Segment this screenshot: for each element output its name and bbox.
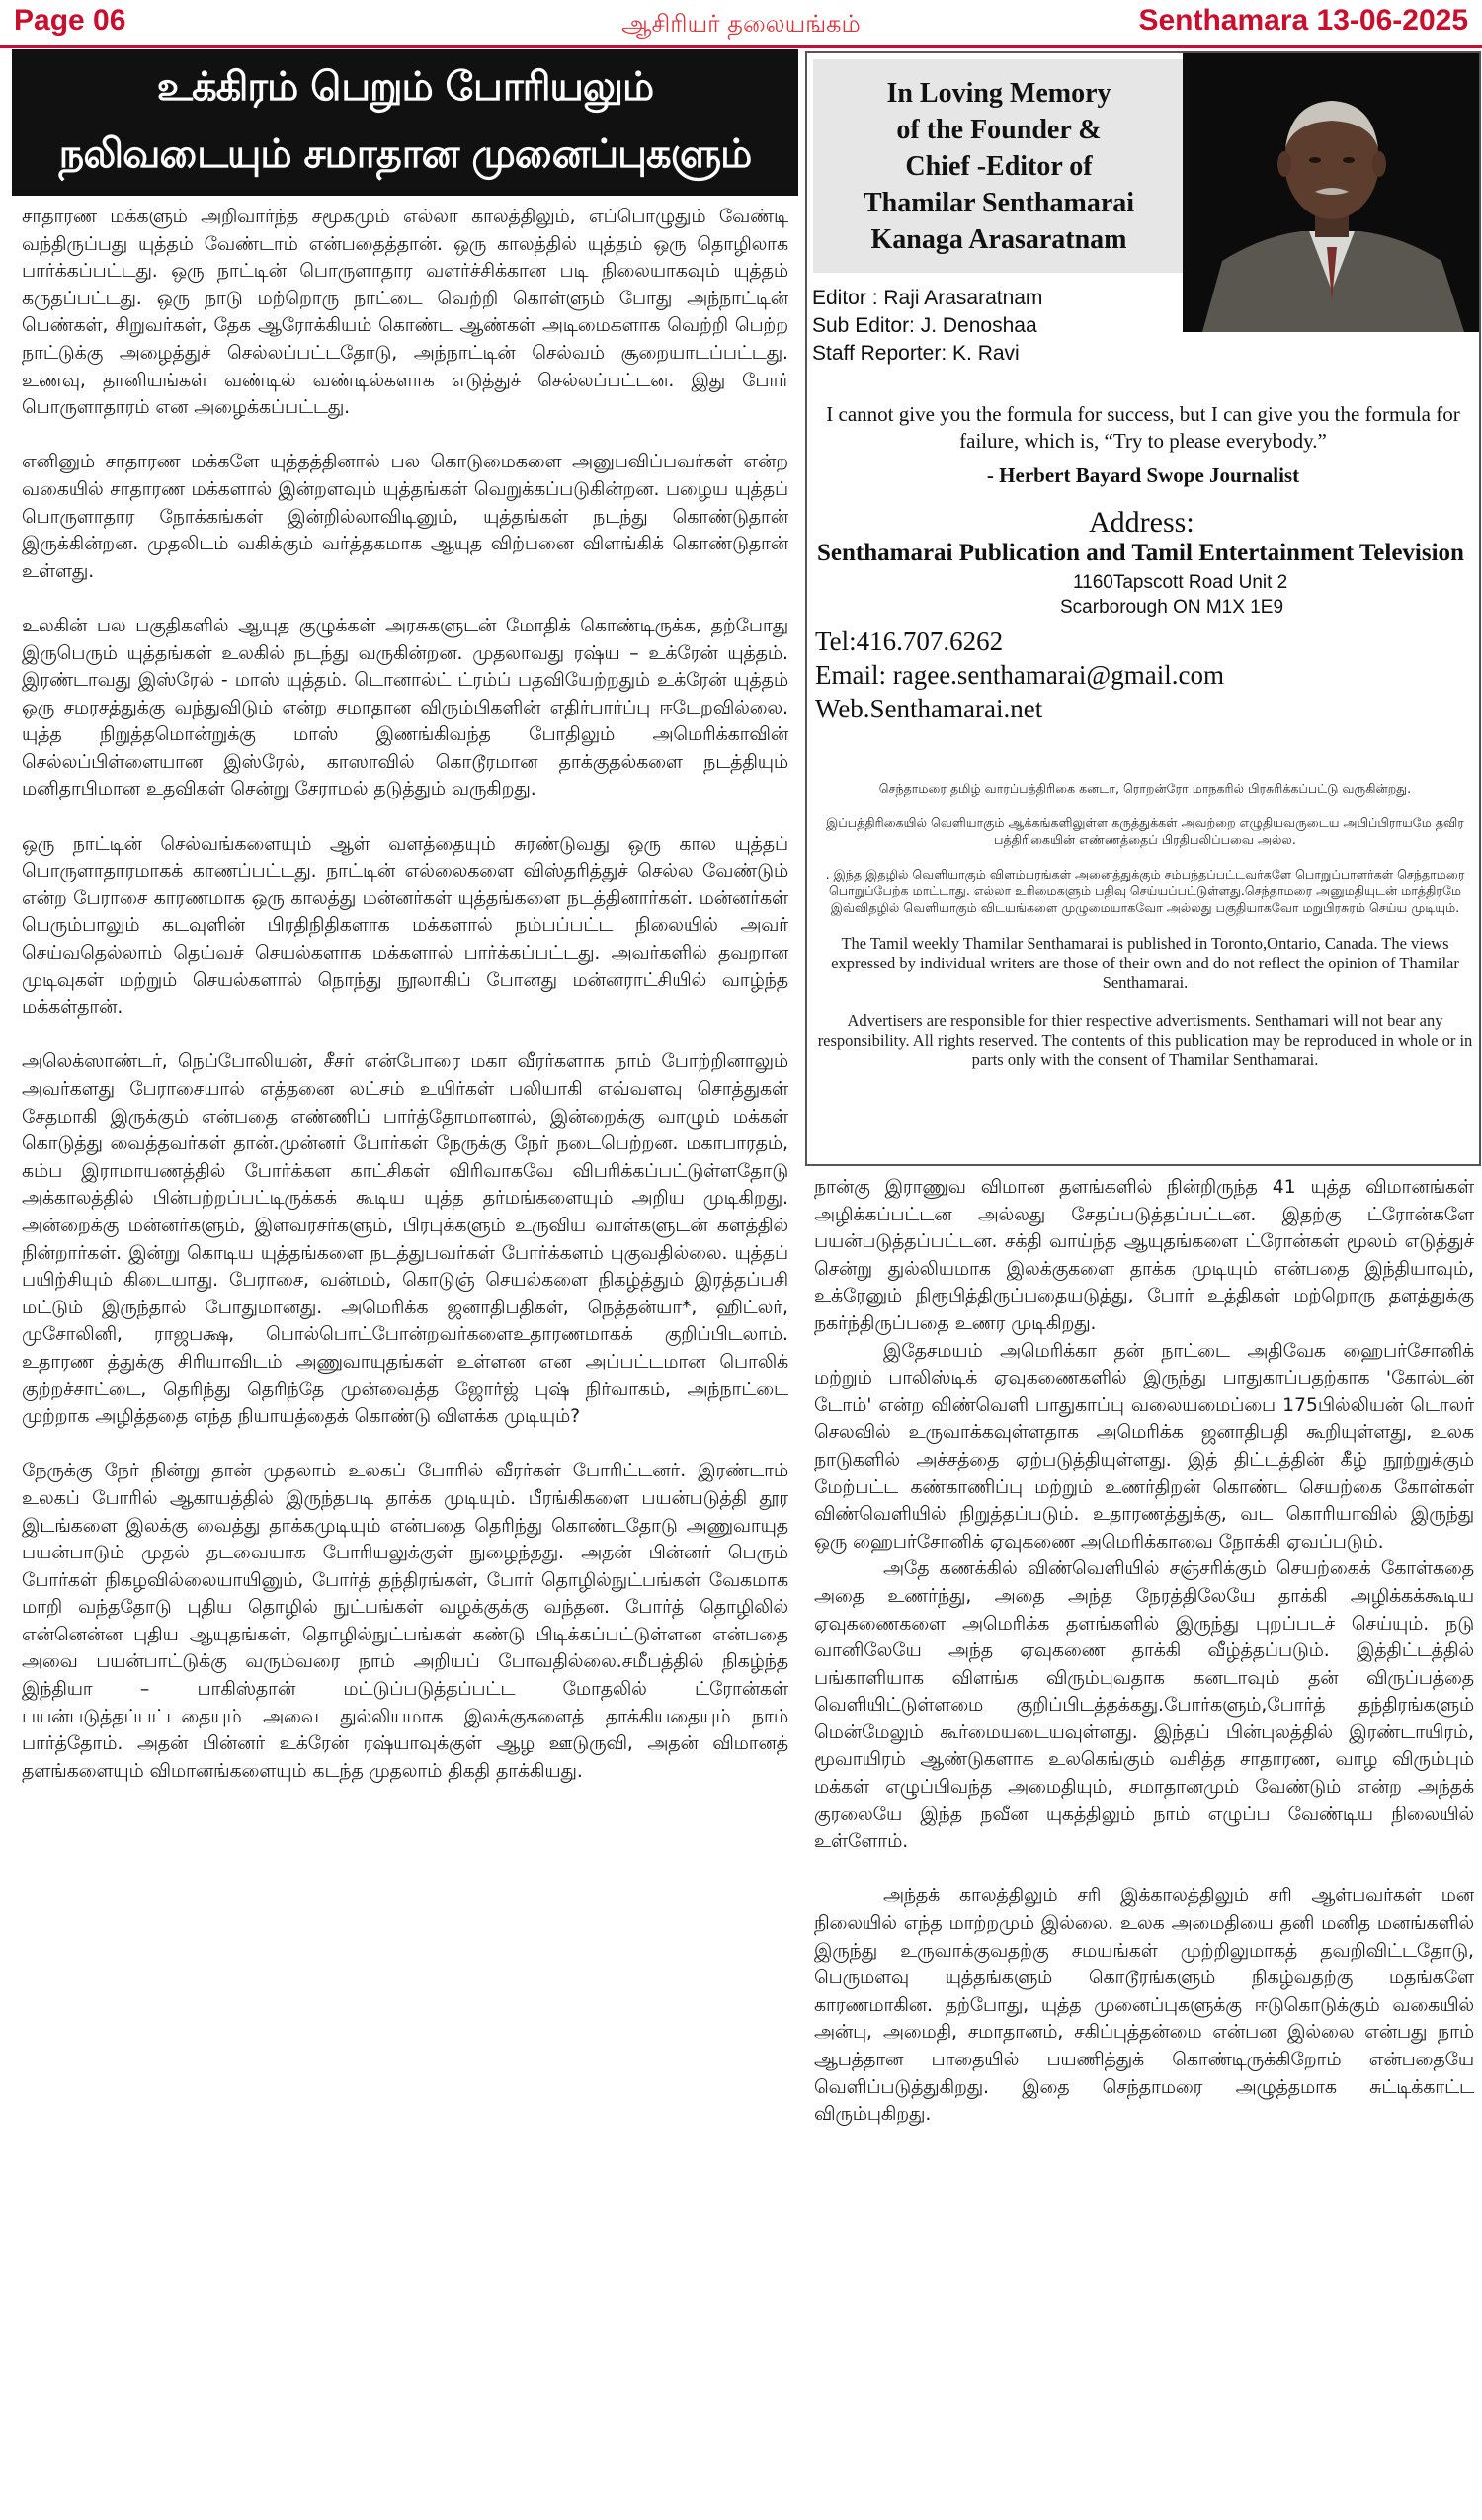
masthead-box <box>805 51 1481 1166</box>
article-paragraph: நான்கு இராணுவ விமான தளங்களில் நின்றிருந்த 41 யுத்த விமானங்கள் அழிக்கப்பட்டன அல்லது சேதப்படுத்தப்பட்டன. இதற்கு ட்ரோன்களே பயன்படுத்தப்பட்டன. சக்தி வாய்ந்த ஆயுதங்களை ட்ரோன்கள் மூலம் எடுத்துச் சென்று துல்லியமாக இலக்குகளை தாக்க முடியும் என்பதை இந்தியாவும், உக்ரேனும் நிரூபித்திருப்பதையடுத்து, போர் உத்திகள் மற்றொரு தளத்துக்கு நகர்ந்திருப்பதை உணர முடிகிறது. <box>814 1177 1474 1334</box>
memorial-line: Kanaga Arasaratnam <box>870 224 1127 255</box>
quote-author: - Herbert Bayard Swope Journalist <box>986 463 1300 487</box>
tamil-note: இப்பத்திரிகையில் வெளியாகும் ஆக்கங்களிலுள்ள கருத்துக்கள் அவற்றை எழுதியவருடைய அபிப்பிராயமே தவிர பத்திரிகையின் எண்ணத்தைப் பிரதிபலிப்பவை அல்ல. <box>826 815 1464 847</box>
memorial-line: of the Founder & <box>896 115 1102 145</box>
header-divider <box>0 45 1482 48</box>
article-paragraph: ஒரு நாட்டின் செல்வங்களையும் ஆள் வளத்தையும் சுரண்டுவது ஒரு கால யுத்தப் பொருளாதாரமாகக் காணப்பட்டது. நாட்டின் எல்லைகளை விஸ்தரித்துச் செல்ல வேண்டும் என்ற பேராசை காரணமாக ஒரு காலத்து மன்னர்கள் யுத்தங்களை நடத்தினார்கள். மன்னர்கள் பெரும்பாலும் கடவுளின் பிரதிநிதிகளாக மக்களால் நம்பப்பட்ட நிலையில் அவர் செய்வதெல்லாம் தெய்வச் செயல்களாக மக்களால் பார்க்கப்பட்டது. அவர்களில் தவறான முடிவுகள் மற்றும் செயல்களால் நொந்து நூலாகிப் போனது மன்னராட்சியில் வாழ்ந்த மக்கள்தான். <box>22 833 788 1019</box>
article-paragraph: அதே கணக்கில் விண்வெளியில் சஞ்சரிக்கும் செயற்கைக் கோள்கதை அதை உணர்ந்து, அதை அந்த நேரத்திலேயே தாக்கி அழிக்கக்கூடிய ஏவுகணைகளை அமெரிக்க தளங்களில் இருந்து புறப்படச் செய்யும். நடு வானிலேயே அந்த ஏவுகணை தாக்கி வீழ்த்தப்படும். இத்திட்டத்தில் பங்காளியாக விளங்க விரும்புவதாக கனடாவும் தன் விருப்பத்தை வெளியிட்டுள்ளமை குறிப்பிடத்தக்கது.போர்களும்,போர்த் தந்திரங்களும் மென்மேலும் கூர்மையடையவுள்ளது. இந்தப் பின்புலத்தில் இரண்டாயிரம், மூவாயிரம் ஆண்டுகளாக உலகெங்கும் வசித்த சாதாரண, வாழ விரும்பும் மக்கள் எழுப்பிவந்த அமைதியும், சமாதானமும் வேண்டும் என்ற அந்தக் குரலையே இந்த நவீன யுகத்திலும் நாம் எழுப்ப வேண்டிய நிலையில் உள்ளோம். <box>814 1558 1474 1853</box>
city-address: Scarborough ON M1X 1E9 <box>1060 597 1284 618</box>
editorial-column <box>12 49 798 2515</box>
email-address: Email: ragee.senthamarai@gmail.com <box>815 660 1224 690</box>
english-note: Advertisers are responsible for thier respective advertisments. Senthamari will not bear any responsibility. All rights reserved. The contents of this publication may be reproduced in whole or in parts only with the consent of Thamilar Senthamarai. <box>817 1011 1473 1069</box>
section-title: ஆசிரியர் தலையங்கம் <box>621 10 861 38</box>
memorial-panel <box>813 59 1185 273</box>
publication-date: Senthamara 13-06-2025 <box>1138 4 1468 37</box>
page-header <box>0 0 1482 47</box>
memorial-line: Thamilar Senthamarai <box>863 188 1135 218</box>
article-paragraph: இதேசமயம் அமெரிக்கா தன் நாட்டை அதிவேக ஹைபர்சோனிக் மற்றும் பாலிஸ்டிக் ஏவுகணைகளில் இருந்து பாதுகாப்பதற்காக 'கோல்டன் டோம்' என்ற விண்வெளி பாதுகாப்பு வலையமைப்பை 175பில்லியன் டொலர் செலவில் உருவாக்கவுள்ளதாக அமெரிக்க ஜனாதிபதி கூறியுள்ளது, உலக நாடுகளில் அச்சத்தை ஏற்படுத்தியுள்ளது. இத் திட்டத்தின் கீழ் நூற்றுக்கும் மேற்பட்ட கண்காணிப்பு மற்றும் உணர்திறன் கொண்ட செயற்கை கோள்கள் விண்வெளியில் நிறுத்தப்படும். உதாரணத்துக்கு, வட கொரியாவில் இருந்து ஒரு ஹைபர்சோனிக் ஏவுகணை அமெரிக்காவை நோக்கி ஏவப்படும். <box>814 1340 1474 1553</box>
memorial-line: Chief -Editor of <box>905 151 1093 182</box>
staff-reporter-credit: Staff Reporter: K. Ravi <box>812 342 1020 365</box>
memorial-line: In Loving Memory <box>886 78 1112 109</box>
editorial-continuation <box>808 1174 1480 2518</box>
article-paragraph: அலெக்ஸாண்டர், நெப்போலியன், சீசர் என்போரை மகா வீரர்களாக நாம் போற்றினாலும் அவர்களது பேராசையால் எத்தனை லட்சம் உயிர்கள் பலியாகி எவ்வளவு சொத்துகள் சேதமாகி இருக்கும் என்பதை எண்ணிப் பார்த்தோமானால், இன்றைக்கு வாழும் மக்கள் கொடுத்து வைத்தவர்கள் தான்.முன்னர் போர்கள் நேருக்கு நேர் நடைபெற்றன. மகாபாரதம், கம்ப இராமாயணத்தில் போர்க்கள காட்சிகள் விரிவாகவே விபரிக்கப்பட்டுள்ளதோடு அக்காலத்தில் பின்பற்றப்பட்டிருக்கக் கூடிய யுத்த தர்மங்களையும் அறிய முடிகிறது. அன்றைக்கு மன்னர்களும், இளவரசர்களும், பிரபுக்களும் உருவிய வாள்களுடன் களத்தில் நின்றார்கள். இன்று கொடிய யுத்தங்களை நடத்துபவர்கள் போர்க்களம் புகுவதில்லை. யுத்தப் பயிற்சியும் கிடையாது. பேராசை, வன்மம், கொடுஞ் செயல்களை நிகழ்த்தும் இரத்தப்பசி மட்டும் இருந்தால் போதுமானது. அமெரிக்க ஜனாதிபதிகள், நெத்தன்யா*, ஹிட்லர், முசோலினி, ராஜபக்ஷ, பொல்பொட்போன்றவர்களைஉதாரணமாகக் குறிப்பிடலாம். உதாரண த்துக்கு சிரியாவிடம் அணுவாயுதங்கள் உள்ளன என அப்பட்டமான பொலிக் குற்றச்சாட்டை, தெரிந்து தெரிந்தே முன்வைத்த ஜோர்ஜ் புஷ் நிர்வாகம், அந்நாட்டை முற்றாக அழித்ததை எந்த நியாயத்தைக் கொண்டு விளக்க முடியும்? <box>22 1051 788 1428</box>
article-paragraph: எனினும் சாதாரண மக்களே யுத்தத்தினால் பல கொடுமைகளை அனுபவிப்பவர்கள் என்ற வகையில் சாதாரண மக்களால் இன்றளவும் யுத்தங்கள் வெறுக்கப்படுகின்றன. பழைய யுத்தப் பொருளாதார நோக்கங்கள் இன்றில்லாவிடினும், யுத்தங்கள் நடந்து கொண்டுதான் இருக்கின்றன. முதலிடம் வகிக்கும் வர்த்தகமாக ஆயுத விற்பனை விளங்கிக் கொண்டுதான் உள்ளது. <box>22 452 788 582</box>
street-address: 1160Tapscott Road Unit 2 <box>1073 572 1288 593</box>
editorial-body <box>12 196 798 1785</box>
website: Web.Senthamarai.net <box>815 694 1043 723</box>
founder-photo <box>1183 53 1481 332</box>
article-paragraph: சாதாரண மக்களும் அறிவார்ந்த சமூகமும் எல்லா காலத்திலும், எப்பொழுதும் வேண்டி வந்திருப்பது யுத்தம் வேண்டாம் என்பதைத்தான். ஒரு காலத்தில் யுத்தம் ஒரு தொழிலாக பார்க்கப்பட்டது. ஒரு நாட்டின் பொருளாதார வளர்ச்சிக்கான படி நிலையாகவும் யுத்தம் கருதப்பட்டது. ஒரு நாடு மற்றொரு நாட்டை வெற்றி கொள்ளும் போது அந்நாட்டின் பெண்கள், சிறுவர்கள், தேக ஆரோக்கியம் கொண்ட ஆண்கள் அடிமைகளாக வெற்றி பெற்ற நாட்டுக்கு அழைத்துச் செல்லப்பட்டதோடு, அந்நாட்டின் செல்வம் சூறையாடப்பட்டது. உணவு, தானியங்கள் வண்டில் வண்டில்களாக எடுத்துச் செல்லப்பட்டன. இது போர் பொருளாதாரம் என அழைக்கப்பட்டது. <box>22 207 788 419</box>
headline-line-2: நலிவடையும் சமாதான முனைப்புகளும் <box>58 131 752 177</box>
article-paragraph: உலகின் பல பகுதிகளில் ஆயுத குழுக்கள் அரசுகளுடன் மோதிக் கொண்டிருக்க, தற்போது இருபெரும் யுத்தங்கள் உலகில் நடந்து வருகின்றன. முதலாவது ரஷ்ய – உக்ரேன் யுத்தம். இரண்டாவது இஸ்ரேல் - மாஸ் யுத்தம். டொனால்ட் ட்ரம்ப் பதவியேற்றதும் உக்ரேன் யுத்தம் ஒரு சமரசத்துக்கு வந்துவிடும் என்ற சமாதான விரும்பிகளின் எதிர்பார்ப்பு ஈடேறவில்லை. யுத்த நிறுத்தமொன்றுக்கு மாஸ் இணங்கிவந்த போதிலும் அமெரிக்காவின் செல்லப்பிள்ளையான இஸ்ரேல், காஸாவில் கொடூரமான தாக்குதல்களை நடத்தியும் மனிதாபிமான உதவிகள் சென்று சேராமல் தடுத்தும் வருகிறது. <box>22 615 788 800</box>
publication-notes <box>815 780 1475 1088</box>
page-number: Page 06 <box>14 4 126 37</box>
organization-name: Senthamarai Publication and Tamil Entertainment Television <box>817 540 1464 566</box>
headline-line-1: உக்கிரம் பெறும் போரியலும் <box>156 64 654 110</box>
address-label: Address: <box>1089 506 1194 539</box>
tamil-note: செந்தாமரை தமிழ் வாரப்பத்திரிகை கனடா, ரொறன்ரோ மாநகரில் பிரசுரிக்கப்பட்டு வருகின்றது. <box>878 781 1412 796</box>
tamil-note: . இந்த இதழில் வெளியாகும் விளம்பரங்கள் அனைத்துக்கும் சம்பந்தப்பட்டவர்களே பொறுப்பாளர்கள் செந்தாமரை பொறுப்பேற்க மாட்டாது. எல்லா உரிமைகளும் பதிவு செய்யப்பட்டுள்ளது.செந்தாமரை அனுமதியுடன் மாத்திரமே இவ்விதழில் வெளியாகும் விடயங்களை முழுமையாகவோ அல்லது பகுதியாகவோ மறுபிரசுரம் செய்ய முடியும். <box>825 867 1465 915</box>
article-paragraph: நேருக்கு நேர் நின்று தான் முதலாம் உலகப் போரில் வீரர்கள் போரிட்டனர். இரண்டாம் உலகப் போரில் ஆகாயத்தில் இருந்தபடி தாக்க முடியும். பீரங்கிகளை பயன்படுத்தி தூர இடங்களை இலக்கு வைத்து தாக்கமுடியும் என்பதை தெரிந்து கொண்டதோடு அணுவாயுத பயன்பாடும் முதல் தடவையாக போரியலுக்குள் நுழைந்தது. அதன் பின்னர் பெரும் போர்கள் நிகழவில்லையாயினும், போர்த் தந்திரங்கள், போர் தொழில்நுட்பங்கள் வேகமாக மாறி வந்ததோடு புதிய தொழில் நுட்பங்கள் வழக்குக்கு வந்தன. போர்த் தொழிலில் என்னென்ன புதிய ஆயுதங்கள், தொழில்நுட்பங்கள் கண்டு பிடிக்கப்பட்டுள்ளன என்பதை அவை பயன்பாட்டுக்கு வரும்வரை நாம் அறியப் போவதில்லை.சமீபத்தில் நிகழ்ந்த இந்தியா – பாகிஸ்தான் மட்டுப்படுத்தப்பட்ட மோதலில் ட்ரோன்கள் பயன்படுத்தப்பட்டதையும் அவை துல்லியமாக இலக்குகளைத் தாக்கியதையும் நாம் பார்த்தோம். அதன் பின்னர் உக்ரேன் ரஷ்யாவுக்குள் ஆழ ஊடுருவி, அதன் விமானத் தளங்களையும் விமானங்களையும் கடந்த முதலாம் திகதி தாக்கியது. <box>22 1461 788 1782</box>
english-note: The Tamil weekly Thamilar Senthamarai is published in Toronto,Ontario, Canada. The views expressed by individual writers are those of their own and do not reflect the opinion of Thamilar Senthamarai. <box>831 934 1459 992</box>
editor-credit: Editor : Raji Arasaratnam <box>812 287 1043 309</box>
sub-editor-credit: Sub Editor: J. Denoshaa <box>812 314 1037 337</box>
quote-text: I cannot give you the formula for success, but I can give you the formula for failure, which is, “Try to please everybody.” <box>826 402 1460 453</box>
staff-credits <box>812 285 1188 368</box>
phone-number: Tel:416.707.6262 <box>815 627 1004 656</box>
editorial-headline <box>12 49 798 196</box>
article-paragraph: அந்தக் காலத்திலும் சரி இக்காலத்திலும் சரி ஆள்பவர்கள் மன நிலையில் எந்த மாற்றமும் இல்லை. உலக அமைதியை தனி மனித மனங்களில் இருந்து உருவாக்குவதற்கு சமயங்கள் முற்றிலுமாகத் தவறிவிட்டதோடு, பெருமளவு யுத்தங்களும் கொடூரங்களும் நிகழ்வதற்கு மதங்களே காரணமாகின. தற்போது, யுத்த முனைப்புகளுக்கு ஈடுகொடுக்கும் வகையில் அன்பு, அமைதி, சமாதானம், சகிப்புத்தன்மை என்பன இல்லை என்பது நாம் ஆபத்தான பாதையில் பயணித்துக் கொண்டிருக்கிறோம் என்பதையே வெளிப்படுத்துகிறது. இதை செந்தாமரை அழுத்தமாக சுட்டிக்காட்ட விரும்புகிறது. <box>814 1886 1474 2126</box>
contact-details <box>815 625 1477 725</box>
